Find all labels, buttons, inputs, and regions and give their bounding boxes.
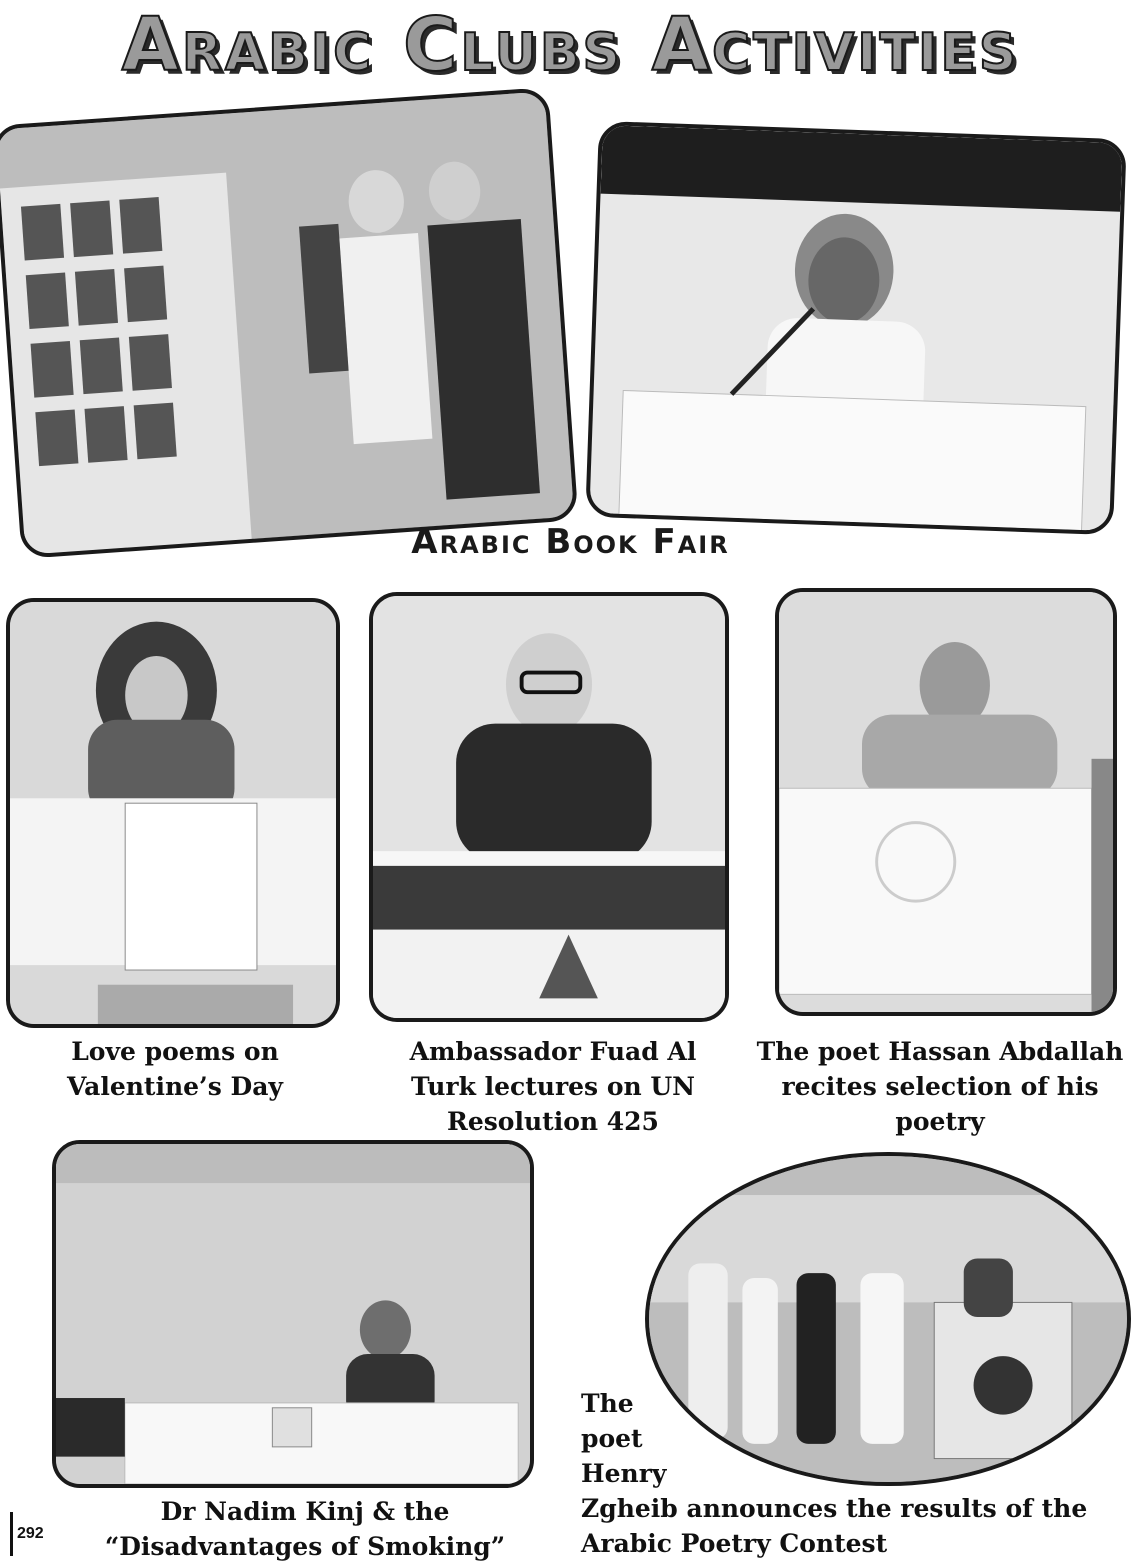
nadim-kinj-photo [52, 1140, 534, 1488]
caption-ambassador: Ambassador Fuad Al Turk lectures on UN Resolution 425 [409, 1037, 697, 1136]
valentine-poems-photo [6, 598, 340, 1028]
caption-henry-zgheib: The poet Henry Zgheib announces the results of the Arabic Poetry Contest [581, 1389, 1088, 1558]
hassan-abdallah-photo [775, 588, 1117, 1016]
ambassador-lecture-photo [369, 592, 729, 1022]
caption-nadim-kinj: Dr Nadim Kinj & the “Disadvantages of Smoking” [104, 1497, 506, 1561]
caption-valentine: Love poems on Valentine’s Day [67, 1037, 283, 1101]
caption-hassan-abdallah: The poet Hassan Abdallah recites selection of his poetry [756, 1037, 1124, 1136]
book-fair-photo-visitors [0, 87, 578, 559]
book-fair-photo-speaker [585, 121, 1126, 535]
page-number: 292 [10, 1512, 44, 1556]
book-fair-heading: Arabic Book Fair [411, 522, 730, 562]
page-title: Arabic Clubs Activities [121, 2, 1020, 88]
